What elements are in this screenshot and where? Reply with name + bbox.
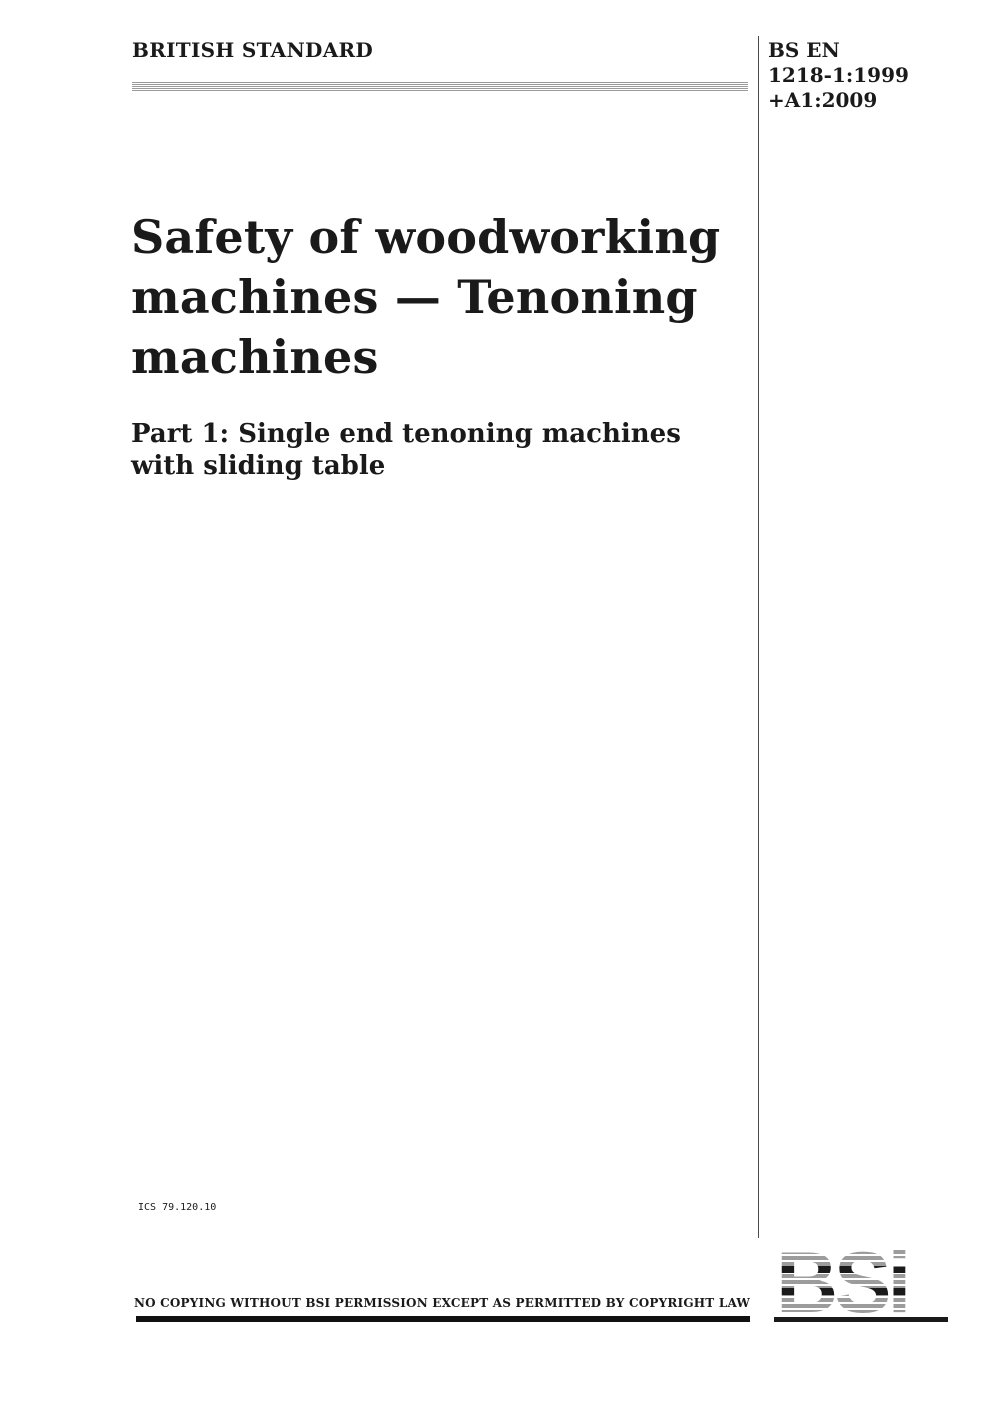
footer-rule [136,1316,750,1322]
standard-number-line: 1218-1:1999 [768,63,909,87]
subtitle-line: with sliding table [131,451,386,481]
title-line: machines — Tenoning [131,270,698,324]
standard-number [768,38,909,113]
bsi-logo [774,1244,948,1322]
header-rule [132,82,748,91]
subtitle-line: Part 1: Single end tenoning machines [131,419,681,449]
document-subtitle [131,418,741,482]
series-label: BRITISH STANDARD [132,38,374,62]
title-line: machines [131,330,379,384]
title-line: Safety of woodworking [131,210,721,264]
vertical-divider [758,36,759,1238]
standard-number-line: +A1:2009 [768,88,878,112]
standard-number-line: BS EN [768,38,840,62]
ics-code: ICS 79.120.10 [138,1202,217,1213]
copyright-notice: NO COPYING WITHOUT BSI PERMISSION EXCEPT AS PERMITTED BY COPYRIGHT LAW [133,1296,751,1310]
document-title [131,207,741,387]
